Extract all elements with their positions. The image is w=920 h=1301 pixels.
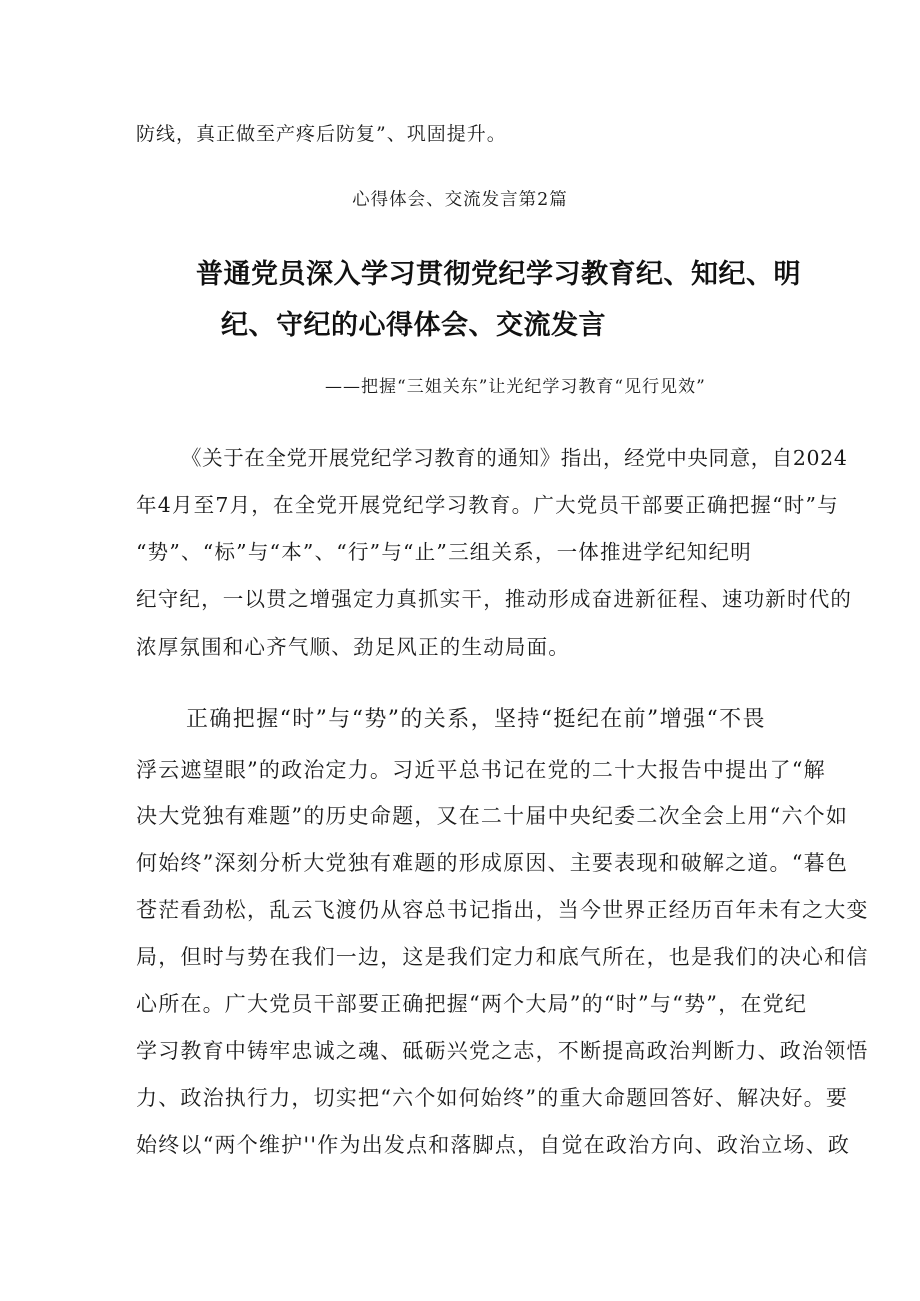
paragraph-2-line: 正确把握“时”与“势”的关系，坚持“挺纪在前”增强“不畏: [186, 707, 766, 732]
section-heading: 心得体会、交流发言第2篇: [352, 190, 568, 210]
paragraph-1-line: “势”、“标”与“本”、“行”与“止”三组关系，一体推进学纪知纪明: [136, 540, 752, 564]
paragraph-2-line: 何始终”深刻分析大党独有难题的形成原因、主要表现和破解之道。“暮色: [136, 851, 849, 875]
previous-section-fragment: 防线，真正做至产疼后防复”、巩固提升。: [136, 123, 507, 145]
paragraph-2-line: 心所在。广大党员干部要正确把握“两个大局”的“时”与“势”，在党纪: [136, 992, 808, 1016]
paragraph-1-line: 纪守纪，一以贯之增强定力真抓实干，推动形成奋进新征程、速功新时代的: [136, 587, 853, 611]
article-subtitle: ——把握“三姐关东”让光纪学习教育“见行见效”: [325, 377, 706, 397]
paragraph-2-line: 浮云遮望眼”的政治定力。习近平总书记在党的二十大报告中提出了“解: [136, 758, 826, 782]
paragraph-2-line: 力、政治执行力，切实把“六个如何始终”的重大命题回答好、解决好。要: [136, 1086, 849, 1110]
paragraph-1-line: 《关于在全党开展党纪学习教育的通知》指出，经党中央同意，自2024: [181, 446, 848, 470]
article-title-line-2: 纪、守纪的心得体会、交流发言: [221, 310, 606, 341]
paragraph-1-line: 年4月至7月，在全党开展党纪学习教育。广大党员干部要正确把握“时”与: [136, 493, 839, 517]
paragraph-2-line: 局，但时与势在我们一边，这是我们定力和底气所在，也是我们的决心和信: [136, 945, 869, 969]
paragraph-2-line: 学习教育中铸牢忠诚之魂、砥砺兴党之志，不断提高政治判断力、政治领悟: [136, 1039, 869, 1063]
article-title-line-1: 普通党员深入学习贯彻党纪学习教育纪、知纪、明: [196, 259, 801, 290]
paragraph-1-line: 浓厚氛围和心齐气顺、劲足风正的生动局面。: [136, 635, 570, 659]
paragraph-2-line: 始终以“两个维护''作为出发点和落脚点，自觉在政治方向、政治立场、政: [136, 1133, 851, 1157]
paragraph-2-line: 苍茫看劲松，乱云飞渡仍从容总书记指出，当今世界正经历百年未有之大变: [136, 898, 869, 922]
paragraph-2-line: 决大党独有难题”的历史命题，又在二十届中央纪委二次全会上用“六个如: [136, 804, 849, 828]
